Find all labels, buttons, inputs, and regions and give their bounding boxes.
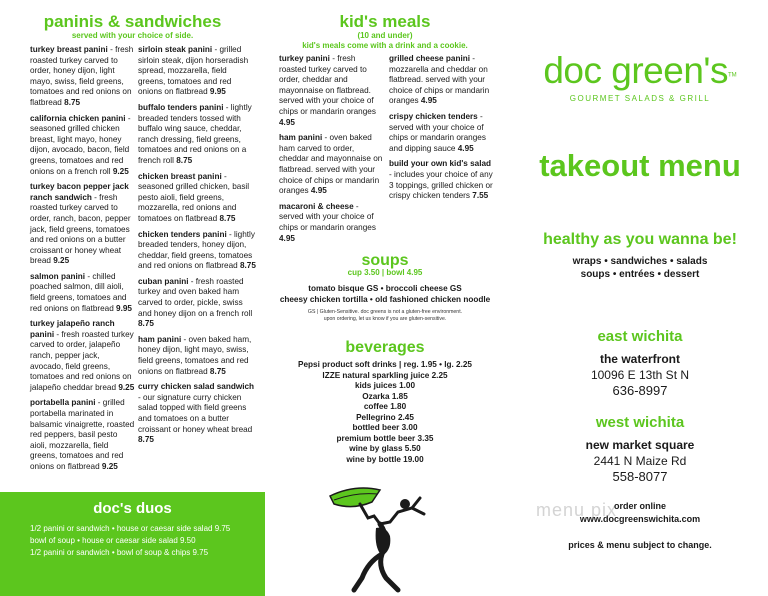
beverage-item: wine by glass 5.50 <box>349 444 421 453</box>
menu-item-description: - chilled poached salmon, dill aioli, field greens, tomatoes and red onions on flatbread <box>30 271 127 313</box>
location-area: west wichita <box>595 414 685 431</box>
menu-item-description: - oven baked ham carved to order, cheddar and mayonnaise on flatbread. served with your choice of chips or mandarin oranges <box>279 133 383 196</box>
menu-item-price: 8.75 <box>176 155 193 165</box>
dancing-figure-illustration <box>320 478 430 596</box>
menu-item-price: 9.25 <box>118 382 135 392</box>
menu-item-description: - seasoned grilled chicken, basil pesto aioli, field greens, mozzarella, red onions and tomatoes on flatbread <box>138 171 250 223</box>
beverage-item: Pepsi product soft drinks | reg. 1.95 • lg. 2.25 <box>298 360 472 369</box>
takeout-menu-heading: takeout menu <box>539 148 741 183</box>
beverages-list <box>265 360 505 465</box>
order-online: order online <box>613 501 666 511</box>
location-address: 10096 E 13th St N <box>590 368 690 382</box>
menu-item-name: buffalo tenders panini <box>138 102 224 112</box>
menu-item-description: - grilled portabella marinated in balsamic vinaigrette, roasted red peppers, basil pesto aioli, mozzarella, field greens, tomatoes and red onions on flatbread <box>30 398 135 471</box>
menu-item-description: - fresh roasted turkey carved to order, cheddar and mayonnaise on flatbread. served with your choice of chips or mandarin oranges <box>279 54 376 116</box>
beverage-item: coffee 1.80 <box>363 402 407 411</box>
menu-item-price: 9.95 <box>209 87 226 97</box>
menu-item-description: - our signature curry chicken salad topped with field greens and tomatoes on a butter croissant or honey wheat bread <box>138 392 253 434</box>
menu-item-description: - includes your choice of any 3 toppings, grilled chicken or crispy chicken tenders <box>389 169 493 201</box>
kids-age: (10 and under) <box>357 31 413 40</box>
menu-item-price: 9.25 <box>112 166 129 176</box>
menu-item-description: - fresh roasted turkey and oven baked ham carved to order, pickle, swiss and honey dijon on a french roll <box>138 276 253 318</box>
menu-item <box>138 172 256 225</box>
menu-item-price: 8.75 <box>219 213 236 223</box>
menu-item <box>279 202 385 244</box>
menu-item-description: - oven baked ham, honey dijon, light mayo, swiss, field greens, tomatoes and red onions on flatbread <box>138 334 252 376</box>
beverage-item: kids juices 1.00 <box>354 381 416 390</box>
gluten-note-line: upon ordering, let us know if you are gluten-sensitive. <box>323 316 447 322</box>
menu-item <box>389 159 495 201</box>
menu-item-description: - served with your choice of chips or mandarin oranges and dipping sauce <box>389 111 486 153</box>
menu-item-price: 4.95 <box>457 143 474 153</box>
location-east <box>512 328 768 398</box>
menu-item-description: - mozzarella and cheddar on flatbread. served with your choice of chips or mandarin oranges <box>389 54 490 106</box>
kids-column-2 <box>389 54 495 207</box>
brand-name: doc green's <box>543 50 728 91</box>
beverage-item: Pellegrino 2.45 <box>356 412 414 422</box>
menu-item-name: cuban panini <box>138 276 189 286</box>
website-link[interactable]: www.docgreenswichita.com <box>579 514 701 524</box>
duos-row: bowl of soup • house or caesar side salad 9.50 <box>30 536 196 545</box>
kids-title: kid's meals <box>339 12 431 31</box>
categories-line-2: soups • entrées • dessert <box>580 269 700 280</box>
menu-item-price: 4.95 <box>279 117 295 127</box>
menu-item <box>30 45 135 109</box>
menu-item-price: 9.25 <box>101 461 118 471</box>
menu-item <box>30 272 135 314</box>
menu-item-description: - seasoned grilled chicken breast, light mayo, honey dijon, avocado, bacon, field greens, tomatoes and red onions on a french roll <box>30 113 131 176</box>
duos-title: doc's duos <box>93 500 172 517</box>
menu-item-description: - lightly breaded tenders, honey dijon, cheddar, field greens, tomatoes and red onions on flatbread <box>138 229 255 271</box>
menu-item-name: curry chicken salad sandwich <box>138 382 255 392</box>
menu-item-description: - served with your choice of chips or mandarin oranges <box>279 201 376 232</box>
menu-item-price: 4.95 <box>310 186 327 196</box>
menu-item <box>30 182 135 267</box>
menu-item-name: turkey jalapeño ranch panini <box>30 319 115 339</box>
menu-item-price: 8.75 <box>138 319 154 329</box>
location-name: the waterfront <box>599 352 680 366</box>
menu-item <box>138 335 256 377</box>
menu-item-name: california chicken panini <box>30 113 126 123</box>
menu-item-price: 8.75 <box>239 261 256 271</box>
beverage-item: wine by bottle 19.00 <box>346 454 424 464</box>
panini-title: paninis & sandwiches <box>43 12 222 31</box>
menu-item-price: 4.95 <box>420 96 437 106</box>
watermark: menu pix <box>536 500 618 520</box>
menu-item-price: 7.55 <box>472 191 489 201</box>
beverage-item: Ozarka 1.85 <box>362 391 408 401</box>
duos-row: 1/2 panini or sandwich • bowl of soup & chips 9.75 <box>30 548 209 557</box>
menu-item-name: portabella panini <box>30 398 96 408</box>
duos-row: 1/2 panini or sandwich • house or caesar side salad 9.75 <box>30 524 231 533</box>
menu-item-description: - lightly breaded tenders tossed with buffalo wing sauce, cheddar, ranch dressing, field greens, tomatoes and red onions on a french roll <box>138 102 252 165</box>
menu-item-name: turkey bacon pepper jack ranch sandwich <box>30 182 129 202</box>
menu-item-name: chicken tenders panini <box>138 229 227 239</box>
location-area: east wichita <box>597 328 683 345</box>
menu-item-name: ham panini <box>279 133 323 143</box>
menu-item-price: 8.75 <box>209 366 226 376</box>
menu-item <box>138 277 256 330</box>
menu-item <box>138 382 256 446</box>
menu-item <box>389 112 495 154</box>
menu-item-name: crispy chicken tenders <box>389 111 478 121</box>
location-west <box>512 414 768 484</box>
menu-item-description: - fresh roasted turkey carved to order, ranch, bacon, pepper jack, field greens, tomatoes and red onions on a butter croissant or honey wheat bread <box>30 192 131 266</box>
location-phone: 636-8997 <box>612 383 668 398</box>
beverage-item: IZZE natural sparkling juice 2.25 <box>322 370 448 380</box>
menu-item-name: macaroni & cheese <box>279 201 354 211</box>
menu-item-price: 9.95 <box>116 303 132 313</box>
menu-item-name: grilled cheese panini <box>389 54 470 63</box>
trademark-mark: TM <box>727 72 737 79</box>
price-disclaimer: prices & menu subject to change. <box>568 540 712 550</box>
brand-tagline: GOURMET SALADS & GRILL <box>569 94 711 103</box>
gluten-note-line: GS | Gluten-Sensitive. doc greens is not a gluten-free environment. <box>307 309 463 315</box>
kids-column-1 <box>279 54 385 249</box>
menu-item <box>30 114 135 178</box>
menu-item-name: salmon panini <box>30 271 86 281</box>
menu-item <box>138 230 256 272</box>
docs-duos-panel <box>0 492 265 596</box>
menu-item <box>138 45 256 98</box>
menu-item-name: chicken breast panini <box>138 171 222 181</box>
beverages-title: beverages <box>345 339 425 356</box>
location-address: 2441 N Maize Rd <box>593 454 687 468</box>
panini-subtitle: served with your choice of side. <box>71 31 194 40</box>
soups-line-2: cheesy chicken tortilla • old fashioned chicken noodle <box>279 295 491 304</box>
panini-column-2 <box>138 45 256 451</box>
location-phone: 558-8077 <box>612 469 668 484</box>
menu-item-price: 8.75 <box>138 435 154 445</box>
gluten-note <box>265 309 505 323</box>
menu-item-price: 9.25 <box>53 256 70 266</box>
duos-list <box>0 523 265 559</box>
menu-item <box>30 319 135 393</box>
soups-price: cup 3.50 | bowl 4.95 <box>347 268 423 277</box>
menu-item <box>389 54 495 107</box>
menu-item-description: - fresh roasted turkey carved to order, jalapeño ranch, pepper jack, avocado, field greens, tomatoes and red onions on jalapeño cheddar bread <box>30 329 134 392</box>
beverage-item: bottled beer 3.00 <box>352 423 418 432</box>
beverage-item: premium bottle beer 3.35 <box>336 433 434 443</box>
menu-item-name: build your own kid's salad <box>389 159 492 169</box>
menu-item-name: ham panini <box>138 334 182 344</box>
menu-item <box>279 133 385 197</box>
menu-item-description: - grilled sirloin steak, dijon horseradish spread, mozzarella, field greens, tomatoes and red onions on flatbread <box>138 45 249 97</box>
menu-item <box>30 398 135 472</box>
soups-line-1: tomato bisque GS • broccoli cheese GS <box>308 284 462 293</box>
menu-item-description: - fresh roasted turkey carved to order, honey dijon, light mayo, swiss, field greens, tomatoes and red onions on flatbread <box>30 45 134 107</box>
menu-item-price: 8.75 <box>64 97 81 107</box>
categories-line-1: wraps • sandwiches • salads <box>572 256 708 267</box>
kids-subtitle: kid's meals come with a drink and a cookie. <box>302 41 468 50</box>
brand-logo <box>512 52 768 90</box>
menu-item-name: sirloin steak panini <box>138 45 213 54</box>
menu-item <box>138 103 256 167</box>
menu-item-name: turkey panini <box>279 54 330 63</box>
menu-item-name: turkey breast panini <box>30 45 108 54</box>
location-name: new market square <box>585 438 695 452</box>
menu-item <box>279 54 385 128</box>
soups-title: soups <box>361 252 409 269</box>
menu-item-price: 4.95 <box>279 233 295 243</box>
slogan: healthy as you wanna be! <box>543 231 737 248</box>
panini-column-1 <box>30 45 135 478</box>
